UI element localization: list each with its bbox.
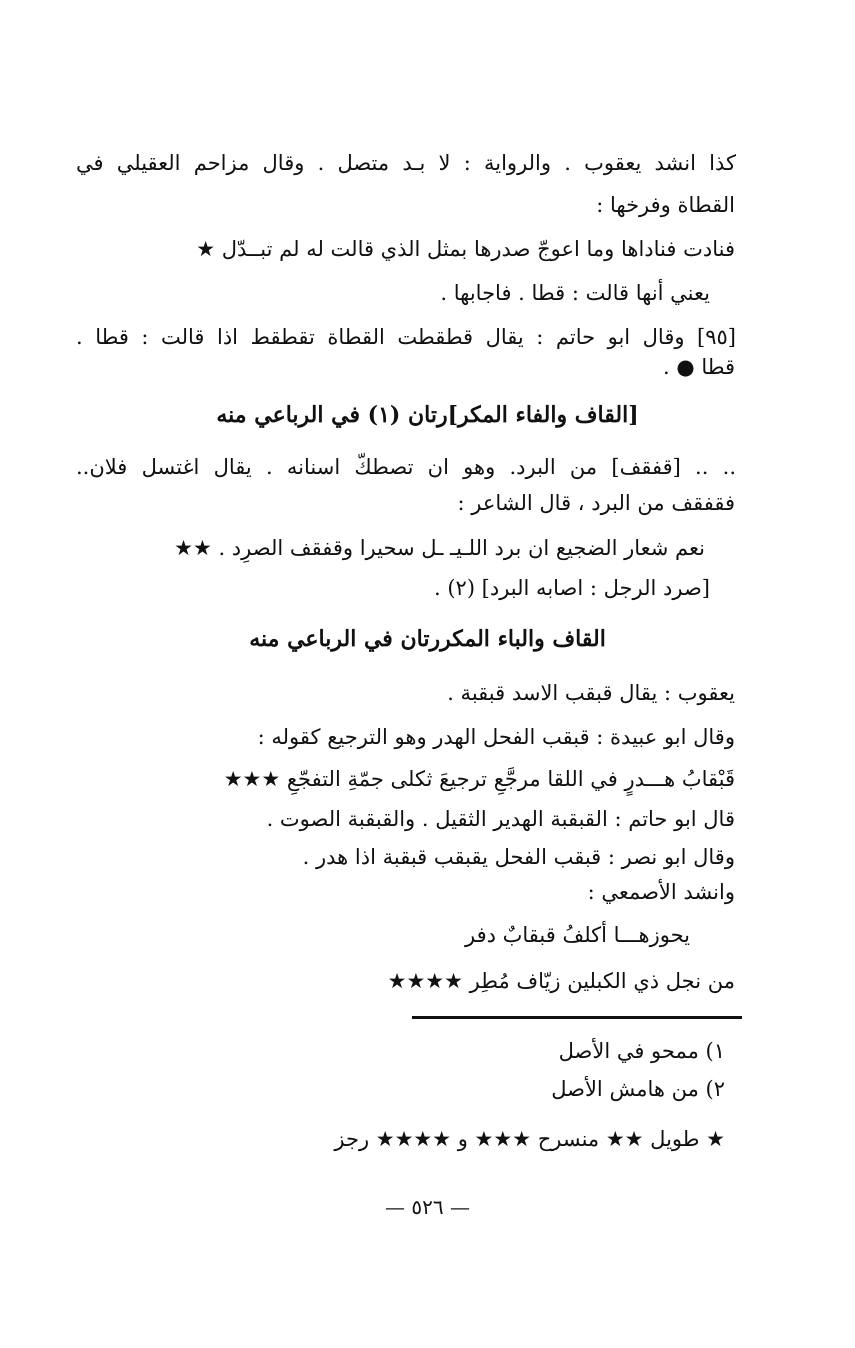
section-heading-1: [القاف والفاء المكر]رتان (١) في الرباعي منه	[216, 402, 639, 428]
footnote-2: ٢) من هامش الأصل	[551, 1077, 725, 1101]
text-line-5: قطا ● .	[662, 355, 735, 379]
text-line-10: وقال ابو عبيدة : قبقب الفحل الهدر وهو الترجيع كقوله :	[257, 725, 735, 749]
footnote-divider	[412, 1016, 742, 1019]
text-line-1: كذا انشد يعقوب . والرواية : لا بـد متصل . وقال مزاحم العقيلي في	[76, 151, 736, 175]
footnote-1: ١) ممحو في الأصل	[558, 1039, 725, 1063]
text-line-7: فقفقف من البرد ، قال الشاعر :	[457, 491, 735, 515]
verse-line-3: قَبْقابُ هـــدرٍ في اللقا مرجَّعِ ترجيعَ ثكلى جمّةِ التفجّعِ ★★★	[223, 767, 735, 791]
text-line-8: [صرد الرجل : اصابه البرد] (٢) .	[433, 576, 710, 600]
text-line-9: يعقوب : يقال قبقب الاسد قبقبة .	[447, 681, 735, 705]
verse-line-4: يحوزهـــا أكلفُ قبقابٌ دفر	[464, 923, 690, 947]
text-line-13: وانشد الأصمعي :	[587, 880, 735, 904]
text-line-3: يعني أنها قالت : قطا . فاجابها .	[440, 281, 710, 305]
text-line-2: القطاة وفرخها :	[596, 193, 735, 217]
meter-key: ★ طويل ★★ منسرح ★★★ و ★★★★ رجز	[334, 1127, 725, 1151]
text-line-12: وقال ابو نصر : قبقب الفحل يقبقب قبقبة اذا هدر .	[302, 845, 735, 869]
verse-line-1: فنادت فناداها وما اعوجّ صدرها بمثل الذي قالت له لم تبــدّل ★	[196, 237, 735, 261]
text-line-6: .. .. [قفقف] من البرد. وهو ان تصطكّ اسنانه . يقال اغتسل فلان..	[76, 455, 736, 479]
text-line-4: [٩٥] وقال ابو حاتم : يقال قطقطت القطاة تقطقط اذا قالت : قطا .	[76, 325, 736, 349]
verse-line-5: من نجل ذي الكبلين زيّاف مُطِر ★★★★	[387, 969, 735, 993]
text-line-11: قال ابو حاتم : القبقبة الهدير الثقيل . والقبقبة الصوت .	[266, 807, 735, 831]
page-number: — ٥٢٦ —	[385, 1195, 470, 1219]
verse-line-2: نعم شعار الضجيع ان برد اللـيـ ـل سحيرا وقفقف الصرِد . ★★	[174, 536, 705, 560]
section-heading-2: القاف والباء المكررتان في الرباعي منه	[249, 626, 606, 652]
